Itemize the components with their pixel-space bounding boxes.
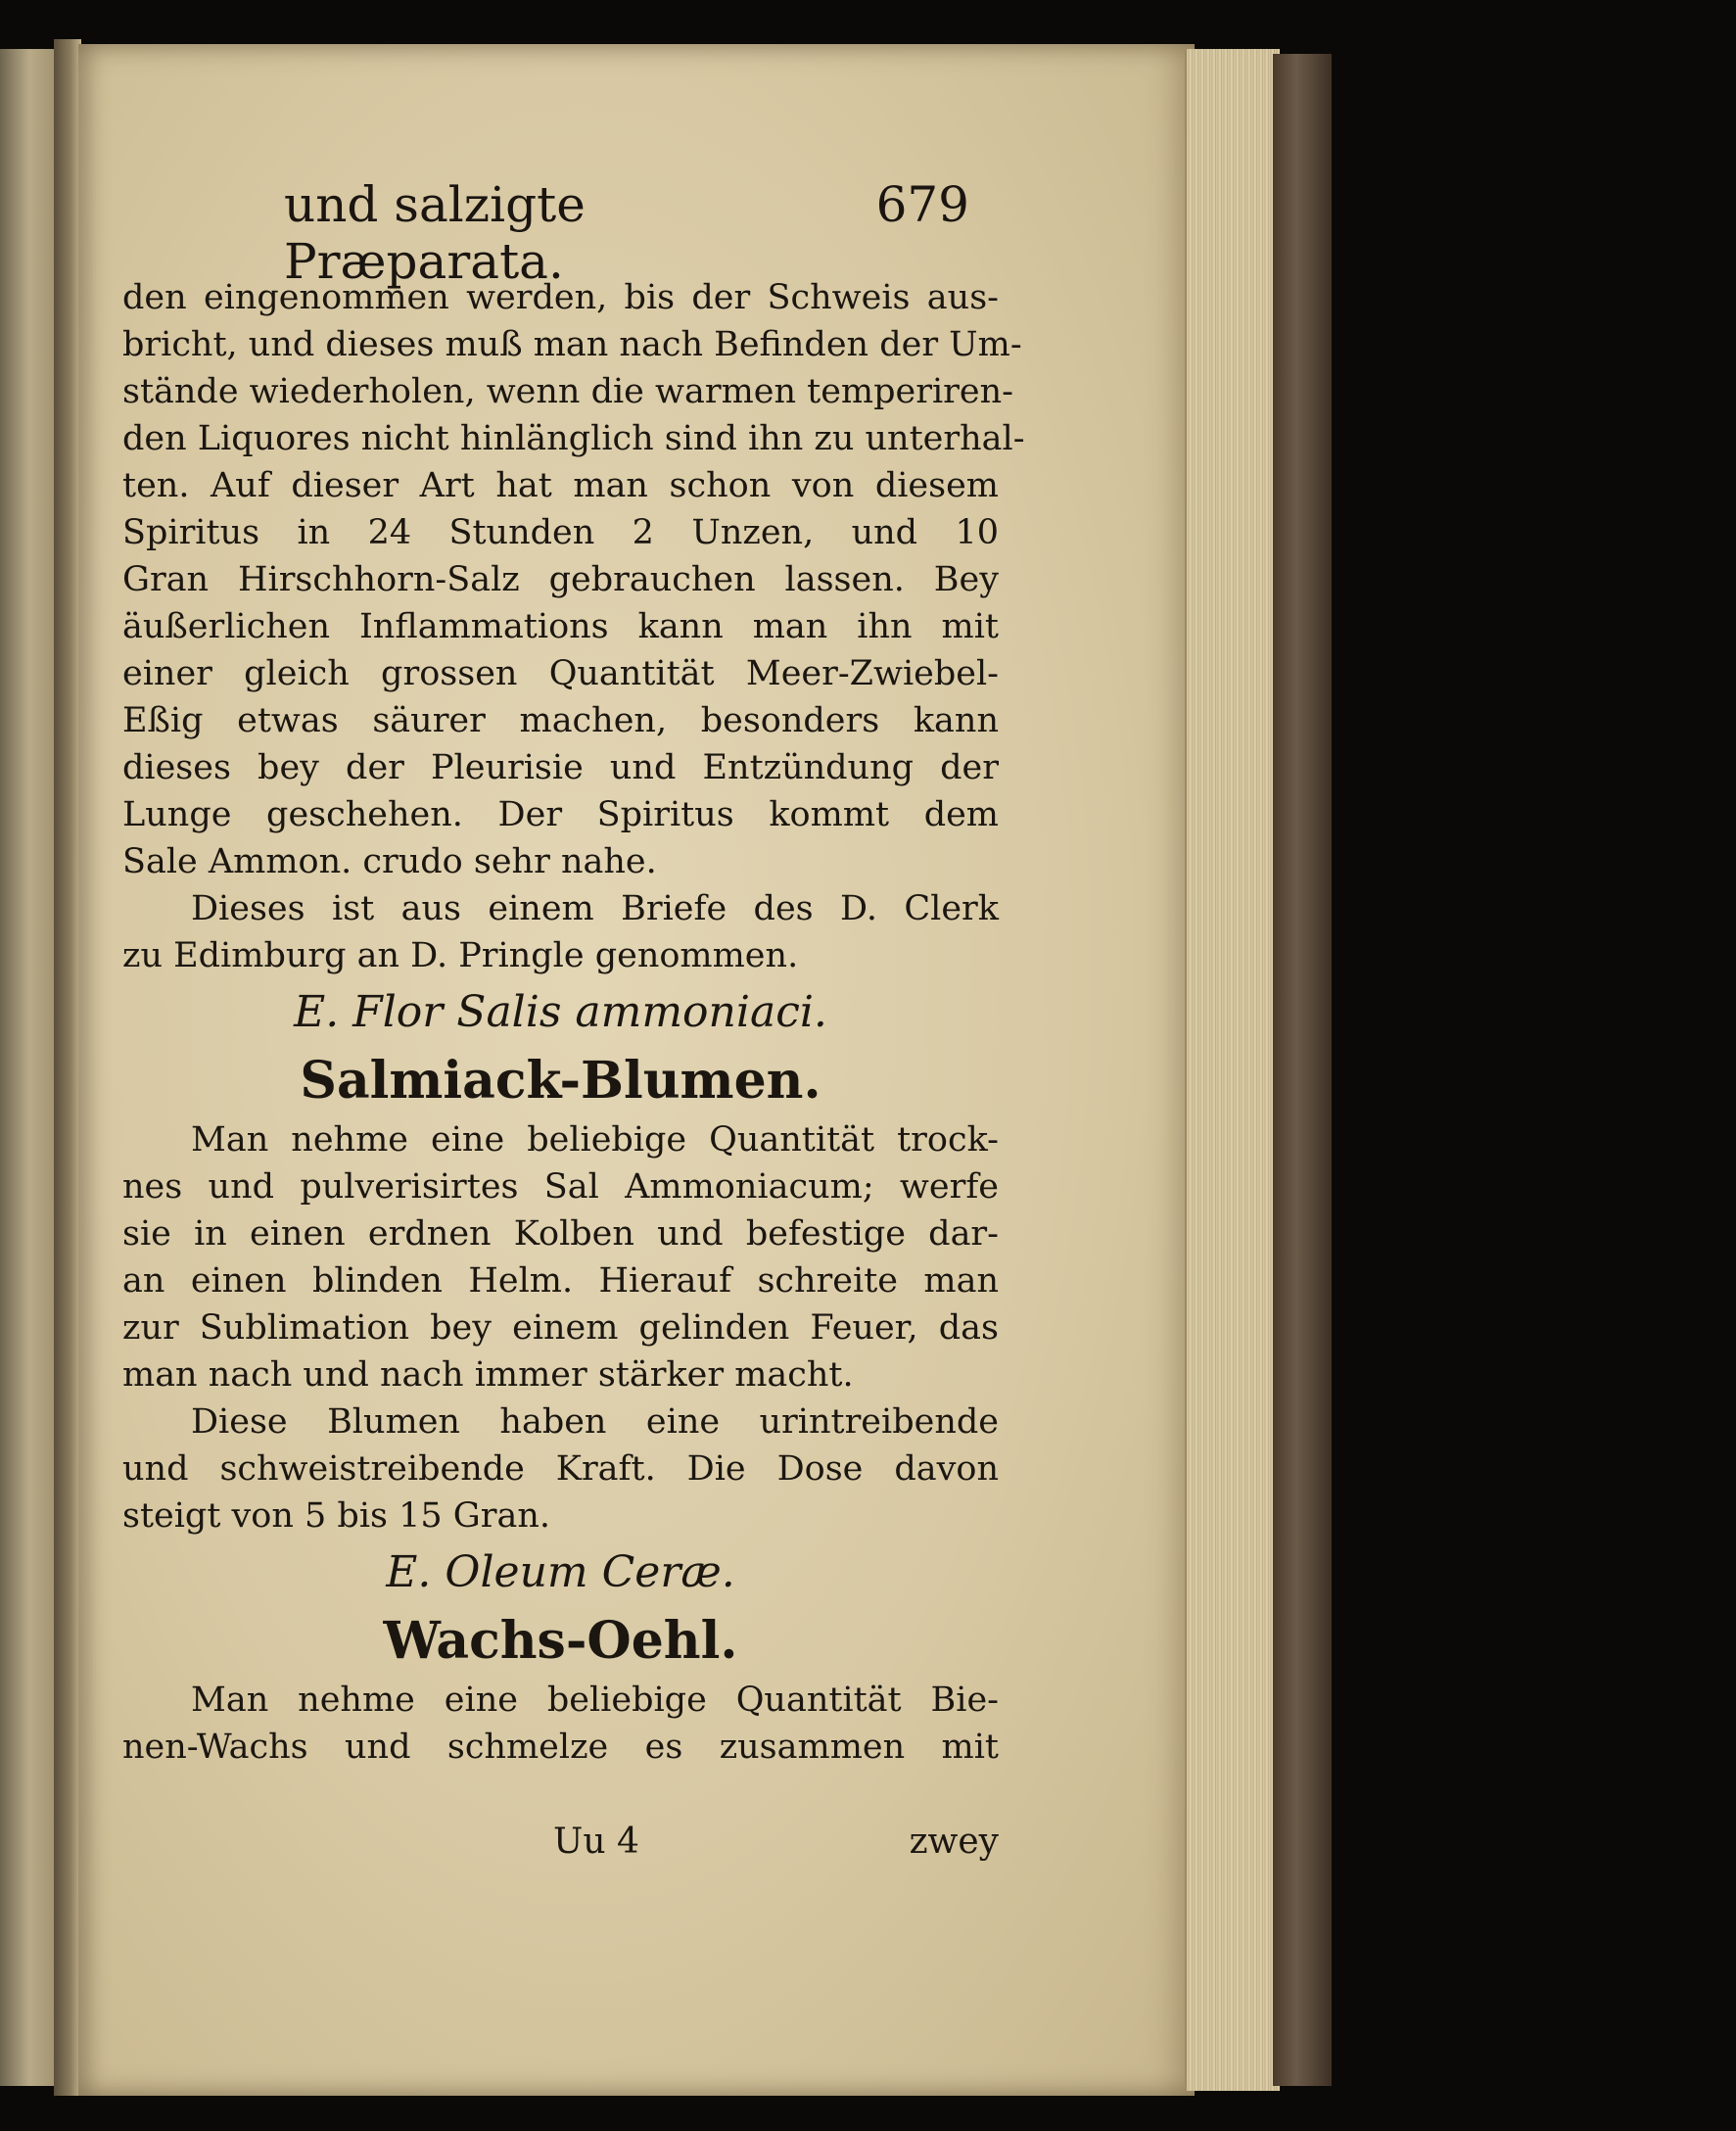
section-subtitle: Salmiack-Blumen. [300,1051,821,1111]
text-line: an einen blinden Helm. Hierauf schreite man [122,1261,999,1301]
signature-mark: Uu 4 [553,1822,639,1862]
text-line: Man nehme eine beliebige Quantität Bie- [191,1681,999,1720]
page-edges [1185,49,1280,2091]
running-head: und salzigte Præparata. [284,176,586,290]
body-text [122,274,1025,1771]
text-line: Gran Hirschhorn-Salz gebrauchen lassen. Bey [122,560,999,599]
page-footer [553,1822,999,1871]
text-line: nes und pulverisirtes Sal Ammoniacum; werfe [122,1167,999,1207]
text-line: Diese Blumen haben eine urintreibende [191,1402,999,1442]
page-number: 679 [875,176,969,233]
text-line: den Liquores nicht hinlänglich sind ihn zu unterhal- [122,419,1025,458]
text-line: äußerlichen Inflammations kann man ihn mit [122,607,999,646]
paragraph-2 [122,885,999,979]
section-title: E. Oleum Ceræ. [386,1547,735,1597]
paragraph-5 [122,1677,999,1771]
paragraph-1 [122,274,1025,885]
page-header [284,176,969,290]
text-line: zur Sublimation bey einem gelinden Feuer, das [122,1308,999,1348]
text-line: einer gleich grossen Quantität Meer-Zwiebel- [122,654,999,693]
text-line: Sale Ammon. crudo sehr nahe. [122,842,657,881]
section-title: E. Flor Salis ammoniaci. [294,987,827,1037]
text-line: man nach und nach immer stärker macht. [122,1355,854,1395]
section-subtitle: Wachs-Oehl. [383,1611,738,1671]
text-line: zu Edimburg an D. Pringle genommen. [122,936,799,975]
text-line: sie in einen erdnen Kolben und befestige dar- [122,1214,999,1254]
book-cover-edge [1273,54,1332,2086]
text-line: Man nehme eine beliebige Quantität trock- [191,1120,999,1160]
text-line: nen-Wachs und schmelze es zusammen mit [122,1728,999,1767]
paragraph-3 [122,1116,999,1398]
paragraph-4 [122,1398,999,1539]
text-line: dieses bey der Pleurisie und Entzündung der [122,748,999,787]
left-page-edge [0,49,57,2086]
book-gutter [54,39,81,2096]
text-line: ten. Auf dieser Art hat man schon von diesem [122,466,999,505]
catchword: zwey [909,1822,999,1862]
text-line: stände wiederholen, wenn die warmen temperiren- [122,372,1013,411]
text-line: steigt von 5 bis 15 Gran. [122,1496,551,1536]
text-line: Eßig etwas säurer machen, besonders kann [122,701,999,740]
text-line: Spiritus in 24 Stunden 2 Unzen, und 10 [122,513,999,552]
text-line: Lunge geschehen. Der Spiritus kommt dem [122,795,999,834]
text-line: Dieses ist aus einem Briefe des D. Clerk [191,889,999,928]
text-line: und schweistreibende Kraft. Die Dose davon [122,1449,999,1489]
text-line: bricht, und dieses muß man nach Befinden der Um- [122,325,1022,364]
text-line: den eingenommen werden, bis der Schweis aus- [122,278,999,317]
